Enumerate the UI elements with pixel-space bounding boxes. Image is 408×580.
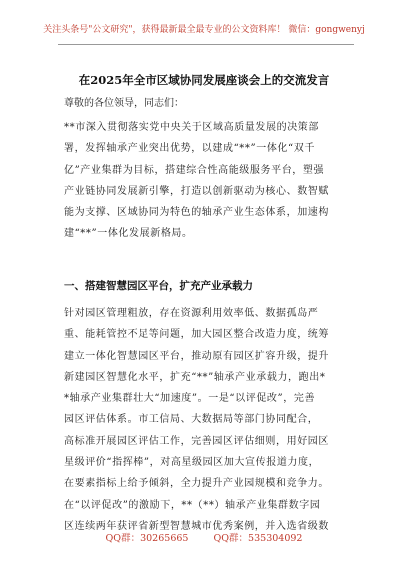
paragraph-section-1 [64,303,354,537]
paragraph-line: *轴承产业集群壮大“加速度”。一是“以评促改”，完善 [64,393,316,405]
paragraph-line: 重、能耗管控不足等问题，加大园区整合改造力度，统筹 [64,329,329,341]
header-divider [58,44,354,45]
paragraph-line: 建“**”一体化发展新格局。 [64,228,193,240]
header-banner: 关注头条号"公文研究"，获得最新最全最专业的公文资料库！ 微信：gongwenyj [43,25,365,35]
document-title: 在2025年全市区域协同发展座谈会上的交流发言 [78,73,330,87]
paragraph-line: 针对园区管理粗放，存在资源利用效率低、数据孤岛严 [64,308,319,319]
footer-qq-group-1: QQ群：30265665 [105,533,189,544]
salutation: 尊敬的各位领导，同志们： [64,98,184,109]
paragraph-line: 在要素指标上给予倾斜，全力提升产业园规模和竞争力。 [64,478,329,490]
paragraph-line: 高标准开展园区评估工作，完善园区评估细则，用好园区 [64,435,329,447]
section-heading: 一、搭建智慧园区平台，扩充产业承载力 [64,280,253,292]
paragraph-line: 区连续两年获评省新型智慧城市优秀案例，并入选省级数 [64,520,329,532]
paragraph-line: 在“以评促改”的激励下，**（**）轴承产业集群数字园 [64,499,321,511]
paragraph-line: 园区评估体系。市工信局、大数据局等部门协同配合， [64,414,319,426]
paragraph-line: 产业链协同发展新引擎，打造以创新驱动为核心、数智赋 [64,185,329,197]
paragraph-intro [64,117,354,245]
paragraph-line: **市深入贯彻落实党中央关于区域高质量发展的决策部 [64,122,319,133]
paragraph-line: 星级评价“指挥棒”，对高星级园区加大宣传报道力度， [64,457,320,469]
footer-qq-group-2: QQ群：535304092 [213,533,303,544]
paragraph-line: 亿”产业集群为目标，搭建综合性高能级服务平台，塑强 [64,164,325,176]
paragraph-line: 建立一体化智慧园区平台，推动原有园区扩容升级，提升 [64,350,329,362]
paragraph-line: 署，发挥轴承产业突出优势，以建成“**”一体化“双千 [64,143,315,155]
paragraph-line: 能为支撑、区域协同为特色的轴承产业生态体系，加速构 [64,207,329,219]
paragraph-line: 新建园区智慧化水平，扩充“**”轴承产业承载力，跑出* [64,371,326,383]
footer [0,533,408,545]
